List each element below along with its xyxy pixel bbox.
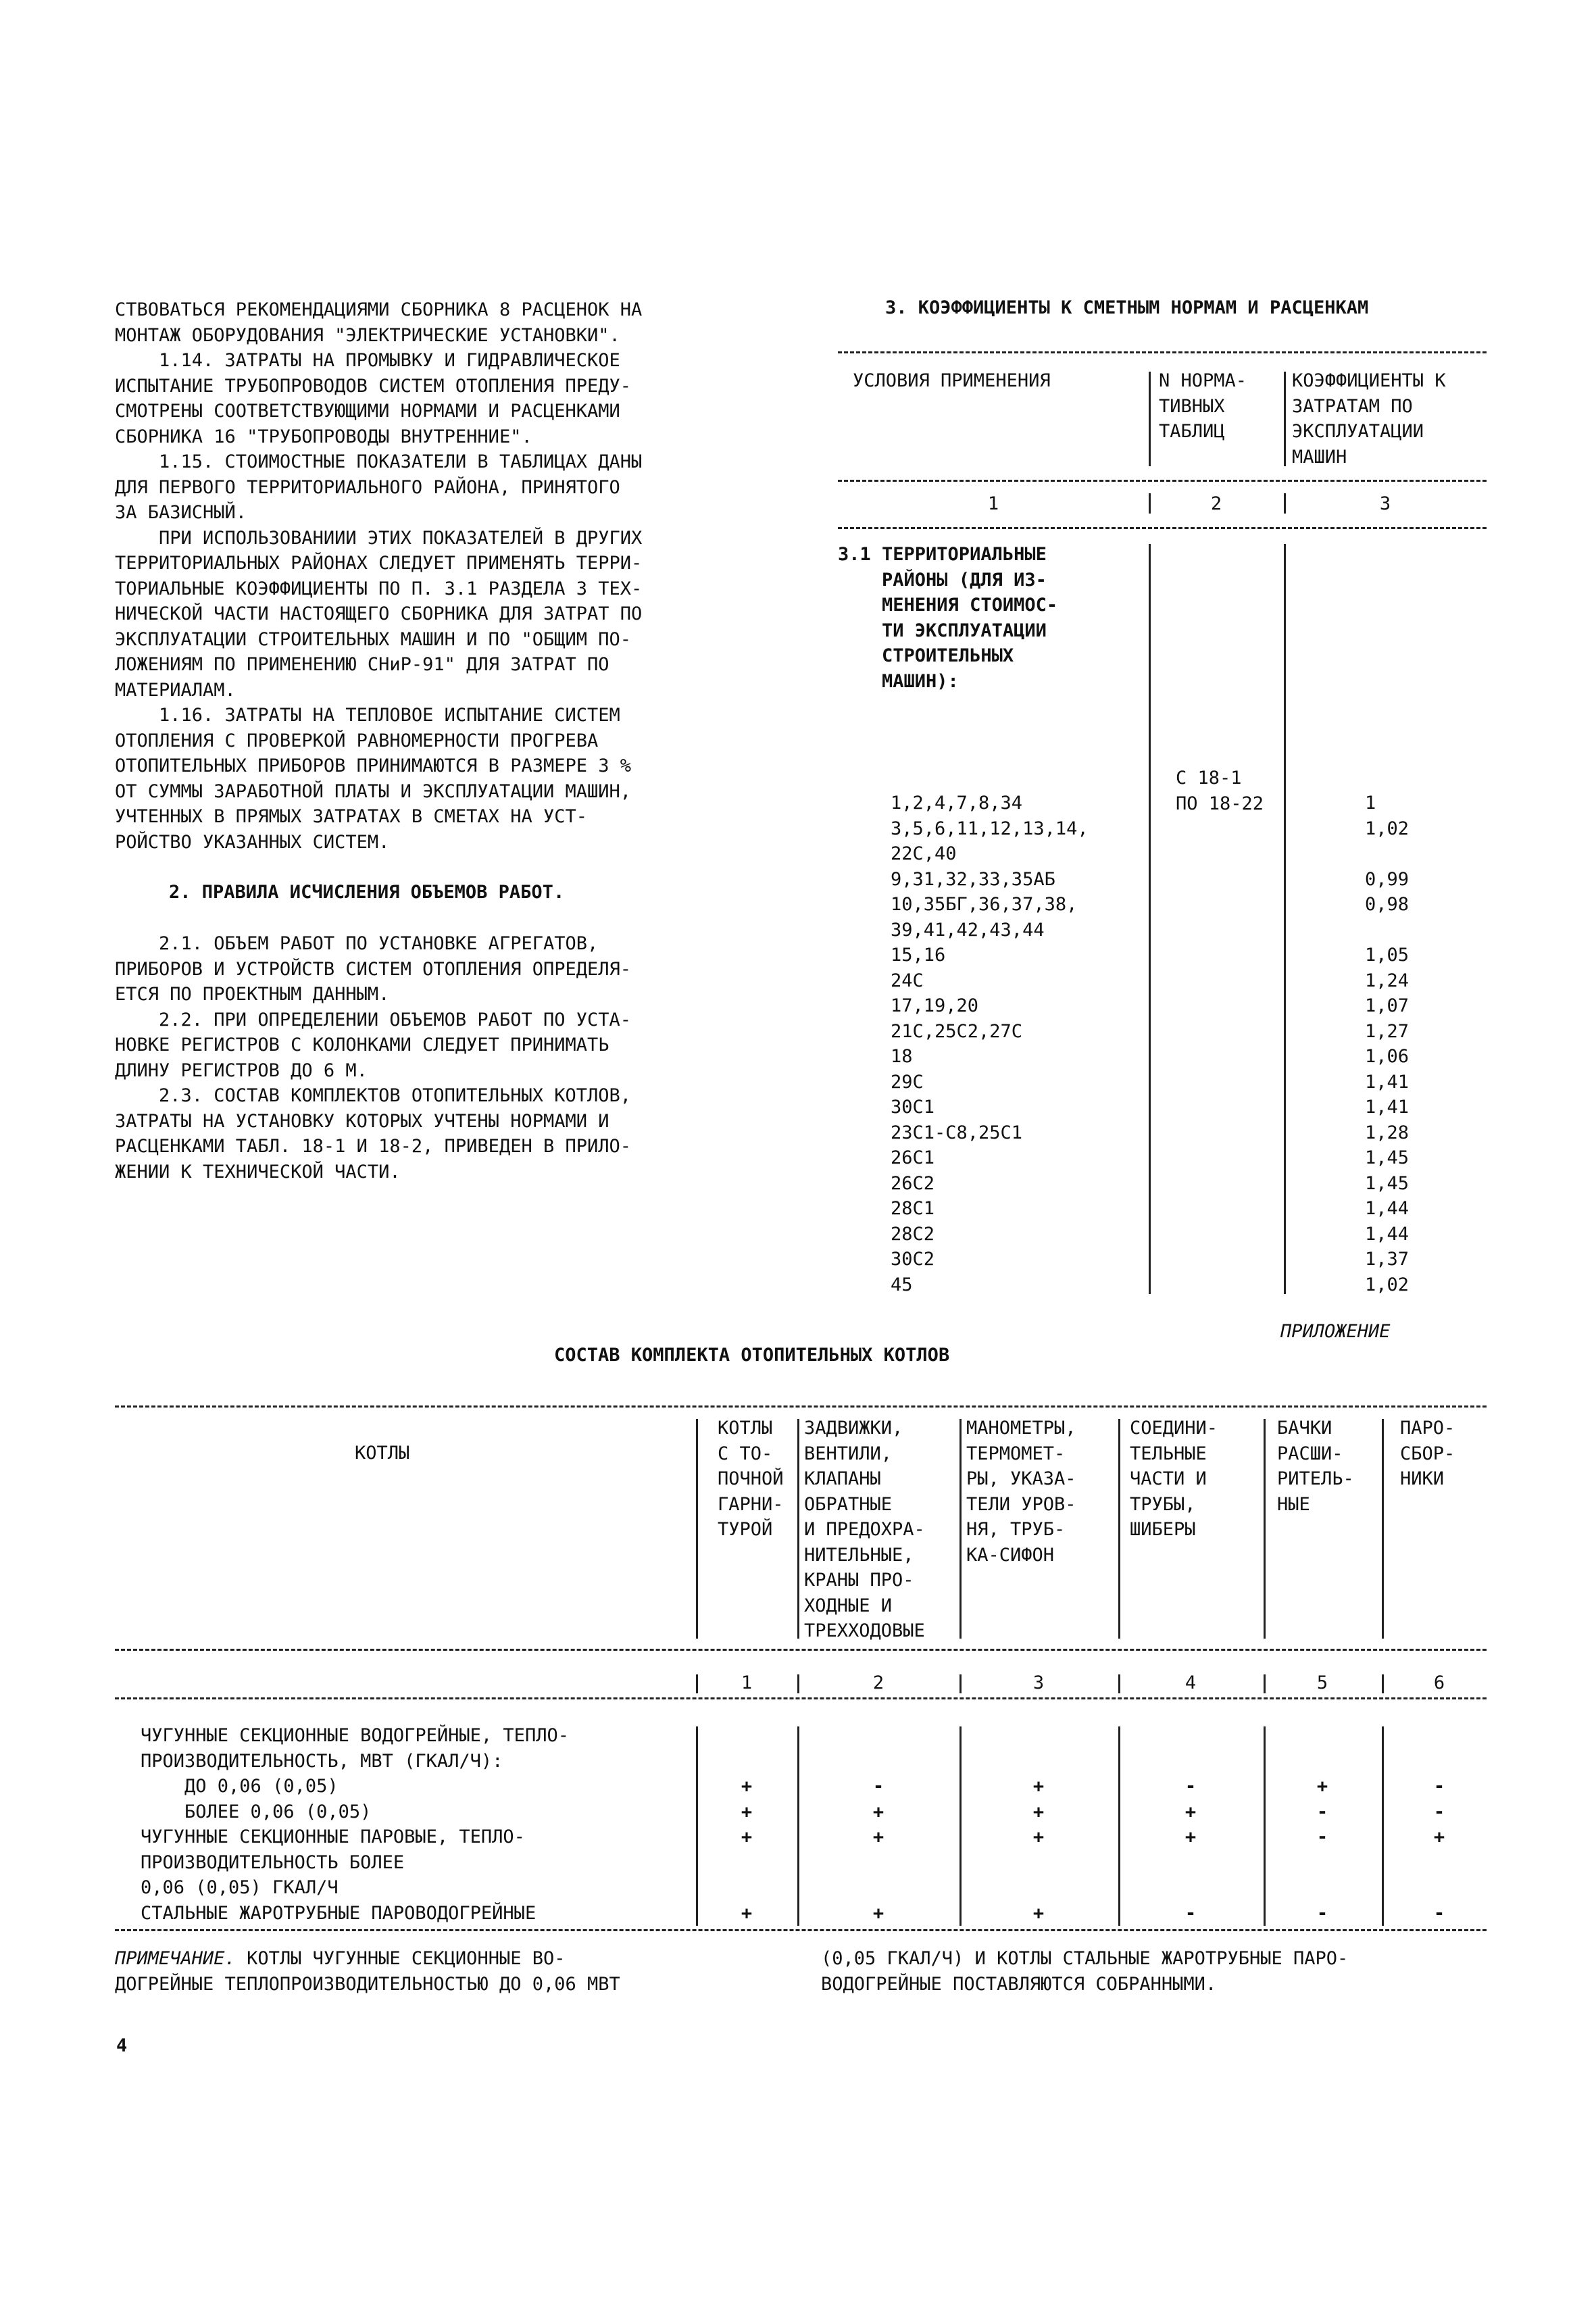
boiler-row-mark: + xyxy=(1032,1826,1045,1847)
text-line: 1.14. ЗАТРАТЫ НА ПРОМЫВКУ И ГИДРАВЛИЧЕСКОЕ xyxy=(115,350,620,371)
text-line: ОТОПИТЕЛЬНЫХ ПРИБОРОВ ПРИНИМАЮТСЯ В РАЗМЕРЕ 3 % xyxy=(115,755,632,776)
territorial-group-label: 3.1 ТЕРРИТОРИАЛЬНЫЕ РАЙОНЫ (ДЛЯ ИЗ- МЕНЕНИЯ СТОИМОС- ТИ ЭКСПЛУАТАЦИИ СТРОИТЕЛЬНЫХ МАШИН): xyxy=(838,544,1058,692)
coef-row-district: 30С2 xyxy=(891,1249,935,1270)
note-line: ВОДОГРЕЙНЫЕ ПОСТАВЛЯЮТСЯ СОБРАННЫМИ. xyxy=(821,1973,1217,1995)
boiler-row-mark: + xyxy=(741,1826,753,1847)
boiler-row-mark: - xyxy=(1316,1826,1328,1847)
text-line: СМОТРЕНЫ СООТВЕТСТВУЮЩИМИ НОРМАМИ И РАСЦЕНКАМИ xyxy=(115,401,620,422)
text-line: 2.2. ПРИ ОПРЕДЕЛЕНИИ ОБЪЕМОВ РАБОТ ПО УСТА- xyxy=(115,1009,632,1030)
boiler-col-number: 5 xyxy=(1316,1672,1328,1693)
coef-row-district: 3,5,6,11,12,13,14, 22С,40 xyxy=(891,818,1089,864)
coef-row-value: 1,41 xyxy=(1365,1071,1410,1093)
column-separator xyxy=(1382,1726,1384,1926)
coef-row-value: 1,37 xyxy=(1365,1249,1410,1270)
boiler-row-label: БОЛЕЕ 0,06 (0,05) xyxy=(141,1801,372,1822)
note-line: ДОГРЕЙНЫЕ ТЕПЛОПРОИЗВОДИТЕЛЬНОСТЬЮ ДО 0,06 МВТ xyxy=(115,1973,620,1995)
boiler-row-mark: + xyxy=(1032,1902,1045,1924)
boiler-row-mark: + xyxy=(1184,1801,1197,1822)
text-line: 2.3. СОСТАВ КОМПЛЕКТОВ ОТОПИТЕЛЬНЫХ КОТЛОВ, xyxy=(115,1085,632,1106)
column-separator xyxy=(696,1419,698,1639)
table-rule xyxy=(115,1929,1487,1931)
text-line: ЗАТРАТЫ НА УСТАНОВКУ КОТОРЫХ УЧТЕНЫ НОРМАМИ И xyxy=(115,1110,609,1132)
boiler-header-col: БАЧКИ РАСШИ- РИТЕЛЬ- НЫЕ xyxy=(1277,1418,1354,1515)
coef-row-value: 1 xyxy=(1365,793,1376,814)
coef-row-district: 26С2 xyxy=(891,1172,935,1194)
boiler-row-mark: + xyxy=(1184,1826,1197,1847)
coef-row-value: 0,99 xyxy=(1365,868,1410,890)
column-separator xyxy=(1382,1674,1384,1693)
text-line: 2.1. ОБЪЕМ РАБОТ ПО УСТАНОВКЕ АГРЕГАТОВ, xyxy=(115,933,599,954)
boiler-row-label: ЧУГУННЫЕ СЕКЦИОННЫЕ ВОДОГРЕЙНЫЕ, ТЕПЛО- xyxy=(141,1725,569,1746)
boiler-header-col: СОЕДИНИ- ТЕЛЬНЫЕ ЧАСТИ И ТРУБЫ, ШИБЕРЫ xyxy=(1130,1418,1218,1540)
boiler-row-mark: + xyxy=(741,1776,753,1797)
coef-row-value: 1,06 xyxy=(1365,1046,1410,1067)
boiler-row-mark: + xyxy=(741,1902,753,1924)
coef-col-number: 2 xyxy=(1210,493,1222,514)
table-rule xyxy=(115,1405,1487,1408)
text-line: ДЛЯ ПЕРВОГО ТЕРРИТОРИАЛЬНОГО РАЙОНА, ПРИНЯТОГО xyxy=(115,476,620,498)
column-separator xyxy=(797,1419,799,1639)
text-line: НИЧЕСКОЙ ЧАСТИ НАСТОЯЩЕГО СБОРНИКА ДЛЯ ЗАТРАТ ПО xyxy=(115,603,643,624)
boiler-row-mark: + xyxy=(1316,1776,1328,1797)
appendix-title: СОСТАВ КОМПЛЕКТА ОТОПИТЕЛЬНЫХ КОТЛОВ xyxy=(554,1345,950,1366)
boiler-header-col: ПАРО- СБОР- НИКИ xyxy=(1400,1418,1455,1489)
text-line: СБОРНИКА 16 "ТРУБОПРОВОДЫ ВНУТРЕННИЕ". xyxy=(115,426,532,447)
boiler-row-label: ЧУГУННЫЕ СЕКЦИОННЫЕ ПАРОВЫЕ, ТЕПЛО- xyxy=(141,1826,525,1847)
coef-row-value: 1,02 xyxy=(1365,818,1410,839)
coef-row-district: 10,35БГ,36,37,38, 39,41,42,43,44 xyxy=(891,894,1078,941)
coef-row-district: 1,2,4,7,8,34 xyxy=(891,793,1023,814)
coef-row-value: 1,02 xyxy=(1365,1274,1410,1295)
text-line: УЧТЕННЫХ В ПРЯМЫХ ЗАТРАТАХ В СМЕТАХ НА УСТ- xyxy=(115,806,587,827)
boiler-row-mark: + xyxy=(872,1826,884,1847)
boiler-col-number: 4 xyxy=(1184,1672,1197,1693)
text-line: ОТОПЛЕНИЯ С ПРОВЕРКОЙ РАВНОМЕРНОСТИ ПРОГРЕВА xyxy=(115,730,599,751)
column-separator xyxy=(1118,1726,1120,1926)
boiler-header-col: МАНОМЕТРЫ, ТЕРМОМЕТ- РЫ, УКАЗА- ТЕЛИ УРОВ- НЯ, ТРУБ- КА-СИФОН xyxy=(966,1418,1076,1566)
boiler-row-mark: + xyxy=(1433,1826,1445,1847)
boiler-row-mark: - xyxy=(1433,1776,1445,1797)
coef-row-district: 9,31,32,33,35АБ xyxy=(891,868,1055,890)
boiler-col-number: 3 xyxy=(1032,1672,1045,1693)
coef-row-district: 21С,25С2,27С xyxy=(891,1020,1023,1042)
boiler-col-number: 6 xyxy=(1433,1672,1445,1693)
text-line: СТВОВАТЬСЯ РЕКОМЕНДАЦИЯМИ СБОРНИКА 8 РАСЦЕНОК НА xyxy=(115,299,643,320)
column-separator xyxy=(1382,1419,1384,1639)
coef-row-value: 1,45 xyxy=(1365,1147,1410,1168)
column-separator xyxy=(1264,1419,1266,1639)
coef-row-value: 1,07 xyxy=(1365,995,1410,1016)
column-separator xyxy=(1264,1674,1266,1693)
boiler-row-label: ДО 0,06 (0,05) xyxy=(141,1776,339,1797)
boiler-row-mark: + xyxy=(1032,1801,1045,1822)
coef-row-value: 1,44 xyxy=(1365,1198,1410,1219)
coef-row-value: 1,05 xyxy=(1365,945,1410,966)
boiler-row-mark: + xyxy=(741,1801,753,1822)
coef-row-value: 1,44 xyxy=(1365,1223,1410,1245)
boiler-row-mark: + xyxy=(872,1902,884,1924)
boiler-row-label: ПРОИЗВОДИТЕЛЬНОСТЬ БОЛЕЕ xyxy=(141,1851,405,1873)
table-rule xyxy=(115,1649,1487,1651)
boiler-row-mark: - xyxy=(872,1776,884,1797)
text-line: ПРИ ИСПОЛЬЗОВАНИИИ ЭТИХ ПОКАЗАТЕЛЕЙ В ДРУГИХ xyxy=(115,527,643,549)
text-line: ТЕРРИТОРИАЛЬНЫХ РАЙОНАХ СЛЕДУЕТ ПРИМЕНЯТЬ ТЕРРИ- xyxy=(115,553,643,574)
boiler-row-mark: - xyxy=(1433,1902,1445,1924)
page-number: 4 xyxy=(116,2035,128,2056)
column-separator xyxy=(696,1726,698,1926)
coef-row-district: 24С xyxy=(891,970,924,991)
text-line: ЛОЖЕНИЯМ ПО ПРИМЕНЕНИЮ СНиР-91" ДЛЯ ЗАТРАТ ПО xyxy=(115,654,609,675)
coef-row-district: 23С1-С8,25С1 xyxy=(891,1122,1023,1143)
note-label: ПРИМЕЧАНИЕ. xyxy=(115,1948,236,1969)
boiler-row-label: ПРОИЗВОДИТЕЛЬНОСТЬ, МВТ (ГКАЛ/Ч): xyxy=(141,1750,503,1772)
coef-row-district: 18 xyxy=(891,1046,913,1067)
text-line: ОТ СУММЫ ЗАРАБОТНОЙ ПЛАТЫ И ЭКСПЛУАТАЦИИ МАШИН, xyxy=(115,780,632,802)
text-line: МАТЕРИАЛАМ. xyxy=(115,679,236,701)
text-line: НОВКЕ РЕГИСТРОВ С КОЛОНКАМИ СЛЕДУЕТ ПРИНИМАТЬ xyxy=(115,1035,609,1055)
coef-row-district: 28С2 xyxy=(891,1223,935,1245)
coef-row-value: 0,98 xyxy=(1365,894,1410,915)
tables-reference: С 18-1 ПО 18-22 xyxy=(1176,768,1264,814)
text-line: ЕТСЯ ПО ПРОЕКТНЫМ ДАННЫМ. xyxy=(115,984,390,1005)
column-separator xyxy=(1118,1674,1120,1693)
coef-row-district: 26С1 xyxy=(891,1147,935,1168)
boiler-row-mark: + xyxy=(872,1801,884,1822)
text-line: 1.16. ЗАТРАТЫ НА ТЕПЛОВОЕ ИСПЫТАНИЕ СИСТЕМ xyxy=(115,705,620,726)
column-separator xyxy=(959,1674,962,1693)
coef-col-number: 3 xyxy=(1379,493,1391,514)
text-line: РАСЦЕНКАМИ ТАБЛ. 18-1 И 18-2, ПРИВЕДЕН В ПРИЛО- xyxy=(115,1136,632,1157)
coef-col-number: 1 xyxy=(987,493,999,514)
text-line: ПРИБОРОВ И УСТРОЙСТВ СИСТЕМ ОТОПЛЕНИЯ ОПРЕДЕЛЯ- xyxy=(115,958,632,980)
text-line: ИСПЫТАНИЕ ТРУБОПРОВОДОВ СИСТЕМ ОТОПЛЕНИЯ ПРЕДУ- xyxy=(115,375,632,397)
column-separator xyxy=(797,1726,799,1926)
appendix-label: ПРИЛОЖЕНИЕ xyxy=(1280,1321,1391,1342)
boiler-row-mark: - xyxy=(1316,1902,1328,1924)
boiler-row-label: 0,06 (0,05) ГКАЛ/Ч xyxy=(141,1877,339,1898)
text-line: ЭКСПЛУАТАЦИИ СТРОИТЕЛЬНЫХ МАШИН И ПО "ОБЩИМ ПО- xyxy=(115,628,632,650)
boiler-col-number: 1 xyxy=(741,1672,753,1693)
note-left xyxy=(115,1946,757,1997)
note-line: КОТЛЫ ЧУГУННЫЕ СЕКЦИОННЫЕ ВО- xyxy=(247,1948,566,1969)
coef-header-coef: КОЭФФИЦИЕНТЫ К ЗАТРАТАМ ПО ЭКСПЛУАТАЦИИ МАШИН xyxy=(1292,370,1446,468)
coef-row-district: 15,16 xyxy=(891,945,946,966)
coef-row-district: 17,19,20 xyxy=(891,995,979,1016)
column-separator xyxy=(959,1726,962,1926)
coef-row-district: 28С1 xyxy=(891,1198,935,1219)
coef-row-value: 1,45 xyxy=(1365,1172,1410,1194)
boiler-header-col: ЗАДВИЖКИ, ВЕНТИЛИ, КЛАПАНЫ ОБРАТНЫЕ И ПРЕДОХРА- НИТЕЛЬНЫЕ, КРАНЫ ПРО- ХОДНЫЕ И ТРЕХХОДОВЫЕ xyxy=(804,1418,925,1641)
text-line: МОНТАЖ ОБОРУДОВАНИЯ "ЭЛЕКТРИЧЕСКИЕ УСТАНОВКИ". xyxy=(115,324,620,346)
boiler-row-mark: - xyxy=(1316,1801,1328,1822)
column-separator xyxy=(1118,1419,1120,1639)
coef-row-value: 1,27 xyxy=(1365,1020,1410,1042)
text-line: 1.15. СТОИМОСТНЫЕ ПОКАЗАТЕЛИ В ТАБЛИЦАХ ДАНЫ xyxy=(115,451,643,472)
column-separator xyxy=(1264,1726,1266,1926)
boiler-row-mark: - xyxy=(1184,1902,1197,1924)
coef-row-district: 45 xyxy=(891,1274,913,1295)
boiler-header-name: КОТЛЫ xyxy=(355,1443,410,1464)
coef-header-tables: N НОРМА- ТИВНЫХ ТАБЛИЦ xyxy=(1159,370,1247,442)
text-line: РОЙСТВО УКАЗАННЫХ СИСТЕМ. xyxy=(115,831,390,853)
text-line: ТОРИАЛЬНЫЕ КОЭФФИЦИЕНТЫ ПО П. 3.1 РАЗДЕЛА 3 ТЕХ- xyxy=(115,578,643,599)
coef-row-value: 1,41 xyxy=(1365,1097,1410,1118)
boiler-col-number: 2 xyxy=(872,1672,884,1693)
column-separator xyxy=(959,1419,962,1639)
coef-row-district: 29С xyxy=(891,1071,924,1093)
note-line: (0,05 ГКАЛ/Ч) И КОТЛЫ СТАЛЬНЫЕ ЖАРОТРУБНЫЕ ПАРО- xyxy=(821,1948,1349,1969)
coef-row-district: 30С1 xyxy=(891,1097,935,1118)
boiler-row-mark: - xyxy=(1433,1801,1445,1822)
table-rule xyxy=(115,1697,1487,1699)
section3-title: 3. КОЭФФИЦИЕНТЫ К СМЕТНЫМ НОРМАМ И РАСЦЕНКАМ xyxy=(885,297,1369,318)
boiler-row-label: СТАЛЬНЫЕ ЖАРОТРУБНЫЕ ПАРОВОДОГРЕЙНЫЕ xyxy=(141,1902,537,1924)
text-line: ЖЕНИИ К ТЕХНИЧЕСКОЙ ЧАСТИ. xyxy=(115,1161,401,1183)
text-line: ЗА БАЗИСНЫЙ. xyxy=(115,502,247,523)
boiler-header-col: КОТЛЫ С ТО- ПОЧНОЙ ГАРНИ- ТУРОЙ xyxy=(718,1418,784,1540)
boiler-row-mark: - xyxy=(1184,1776,1197,1797)
section2-title: 2. ПРАВИЛА ИСЧИСЛЕНИЯ ОБЪЕМОВ РАБОТ. xyxy=(169,882,565,903)
coef-row-value: 1,24 xyxy=(1365,970,1410,991)
boiler-row-mark: + xyxy=(1032,1776,1045,1797)
column-separator xyxy=(797,1674,799,1693)
note-right xyxy=(821,1946,1490,1997)
coef-header-conditions: УСЛОВИЯ ПРИМЕНЕНИЯ xyxy=(853,370,1051,391)
coef-row-value: 1,28 xyxy=(1365,1122,1410,1143)
column-separator xyxy=(696,1674,698,1693)
text-line: ДЛИНУ РЕГИСТРОВ ДО 6 М. xyxy=(115,1060,368,1081)
